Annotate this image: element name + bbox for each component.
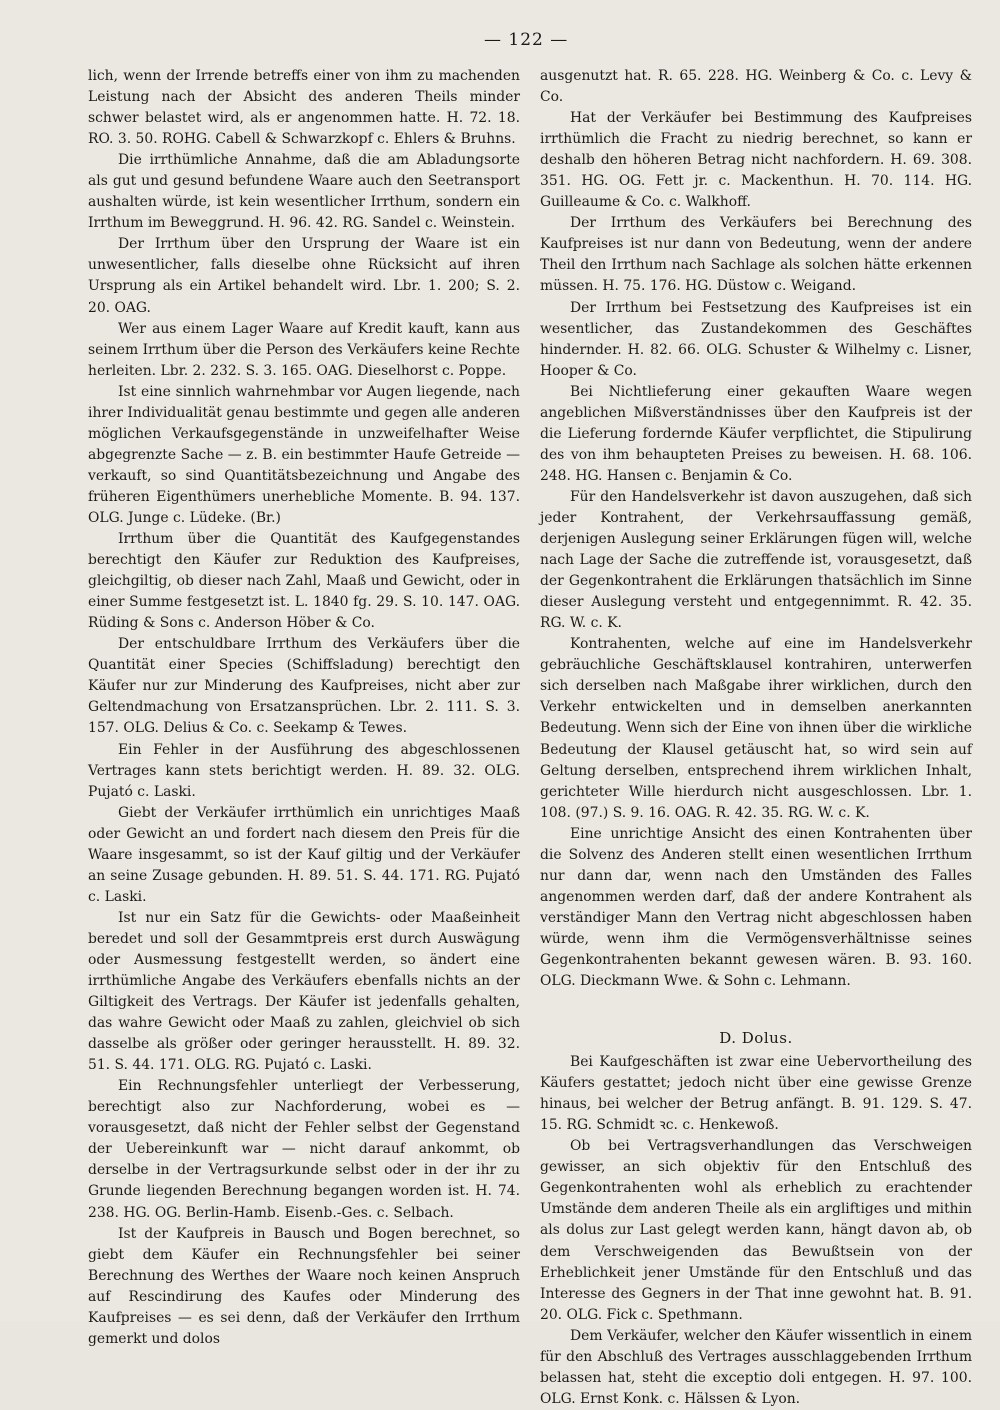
paragraph: Der Irrthum bei Festsetzung des Kaufpreises ist ein wesentlicher, das Zustandekommen des Geschäftes hindernder. H. 82. 66. OLG. Schuster & Wilhelmy c. Lisner, Hooper & Co. xyxy=(540,299,972,379)
paragraph: Für den Handelsverkehr ist davon auszugehen, daß sich jeder Kontrahent, der Verkehrsauffassung gemäß, derjenigen Auslegung seiner Erklärungen fügen will, welche nach Lage der Sache die zutreffende ist, vorausgesetzt, daß der Gegenkontrahent die Erklärungen thatsächlich im Sinne dieser Auslegung versteht und entgegennimmt. R. 42. 35. RG. W. c. K. xyxy=(540,488,972,632)
paragraph: Kontrahenten, welche auf eine im Handelsverkehr gebräuchliche Geschäftsklausel kontrahiren, unterwerfen sich derselben nach Maßgabe ihrer wirklichen, durch den Verkehr entwickelten und in demselben anerkannten Bedeutung. Wenn sich der Eine von ihnen über die wirkliche Bedeutung der Klausel getäuscht hat, so wird sein auf Geltung derselben, entsprechend ihrem wirklichen Inhalt, gerichteter Wille hierdurch nicht ausgeschlossen. Lbr. 1. 108. (97.) S. 9. 16. OAG. R. 42. 35. RG. W. c. K. xyxy=(540,636,972,821)
paragraph: Der Irrthum des Verkäufers bei Berechnung des Kaufpreises ist nur dann von Bedeutung, wenn der andere Theil den Irrthum nach Sachlage als solchen hätte erkennen müssen. H. 75. 176. HG. Düstow c. Weigand. xyxy=(540,215,972,295)
section-heading: D. Dolus. xyxy=(719,1029,793,1048)
paragraph: Der entschuldbare Irrthum des Verkäufers über die Quantität einer Species (Schiffsladung) berechtigt den Käufer nur zur Minderung des Kaufpreises, nicht aber zur Geltendmachung von Ersatzansprüchen. Lbr. 2. 111. S. 3. 157. OLG. Delius & Co. c. Seekamp & Tewes. xyxy=(88,636,520,737)
paragraph: lich, wenn der Irrende betreffs einer von ihm zu machenden Leistung nach der Absicht des anderen Theils minder schwer belastet wird, als er angenommen hatte. H. 72. 18. RO. 3. 50. ROHG. Cabell & Schwarzkopf c. Ehlers & Bruhns. xyxy=(88,68,520,148)
paragraph: Wer aus einem Lager Waare auf Kredit kauft, kann aus seinem Irrthum über die Person des Verkäufers keine Rechte herleiten. Lbr. 2. 232. S. 3. 165. OAG. Dieselhorst c. Poppe. xyxy=(88,320,520,379)
paragraph: Eine unrichtige Ansicht des einen Kontrahenten über die Solvenz des Anderen stellt einen wesentlichen Irrthum nur dann dar, wenn nach den Umständen des Falles angenommen werden darf, daß der andere Kontrahent als verständiger Mann den Vertrag nicht abgeschlossen haben würde, wenn ihm die Vermögensverhältnisse seines Gegenkontrahenten bekannt gewesen wären. B. 93. 160. OLG. Dieckmann Wwe. & Sohn c. Lehmann. xyxy=(540,825,972,990)
paragraph: Bei Kaufgeschäften ist zwar eine Uebervortheilung des Käufers gestattet; jedoch nicht über eine gewisse Grenze hinaus, bei welcher der Betrug anfängt. B. 91. 129. S. 47. 15. RG. Schmidt ꝛc. c. Henkewoß. xyxy=(540,1054,972,1134)
paragraph: Ein Fehler in der Ausführung des abgeschlossenen Vertrages kann stets berichtigt werden. H. 89. 32. OLG. Pujató c. Laski. xyxy=(88,741,520,800)
paragraph: Dem Verkäufer, welcher den Käufer wissentlich in einem für den Abschluß des Vertrages ausschlaggebenden Irrthum belassen hat, steht die exceptio doli entgegen. H. 97. 100. OLG. Ernst Konk. c. Hälssen & Lyon. xyxy=(540,1327,972,1407)
paragraph: Ist der Kaufpreis in Bausch und Bogen berechnet, so giebt dem Käufer ein Rechnungsfehler bei seiner Berechnung des Werthes der Waare noch keinen Anspruch auf Rescindirung des Kaufes oder Minderung des Kaufpreises — es sei denn, daß der Verkäufer den Irrthum gemerkt und dolos xyxy=(88,1225,520,1347)
paragraph: Giebt der Verkäufer irrthümlich ein unrichtiges Maaß oder Gewicht an und fordert nach diesem den Preis für die Waare insgesammt, so ist der Kauf giltig und der Verkäufer an seine Zusage gebunden. H. 89. 51. S. 44. 171. RG. Pujató c. Laski. xyxy=(88,804,520,905)
paragraph: Bei Nichtlieferung einer gekauften Waare wegen angeblichen Mißverständnisses über den Kaufpreis ist der die Lieferung fordernde Käufer verpflichtet, die Stipulirung des von ihm behaupteten Preises zu beweisen. H. 68. 106. 248. HG. Hansen c. Benjamin & Co. xyxy=(540,383,972,484)
paragraph: Ist eine sinnlich wahrnehmbar vor Augen liegende, nach ihrer Individualität genau bestimmte und gegen alle anderen möglichen Verkaufsgegenstände in unzweifelhafter Weise abgegrenzte Sache — z. B. ein bestimmter Haufe Getreide — verkauft, so sind Quantitätsbezeichnung und Angabe des früheren Eigenthümers unerhebliche Momente. B. 94. 137. OLG. Junge c. Lüdeke. (Br.) xyxy=(88,383,520,526)
page-number: — 122 — xyxy=(484,30,569,50)
paragraph: Der Irrthum über den Ursprung der Waare ist ein unwesentlicher, falls dieselbe ohne Rücksicht auf ihren Ursprung als ein Artikel behandelt wird. Lbr. 1. 200; S. 2. 20. OAG. xyxy=(88,236,520,316)
paragraph: Ist nur ein Satz für die Gewichts- oder Maaßeinheit beredet und soll der Gesammtpreis erst durch Auswägung oder Ausmessung festgestellt werden, so ändert eine irrthümliche Angabe des Verkäufers ebenfalls nichts an der Giltigkeit des Vertrags. Der Käufer ist jedenfalls gehalten, das wahre Gewicht oder Maaß zu zahlen, gleichviel ob sich dasselbe als größer oder geringer herausstellt. H. 89. 32. 51. S. 44. 171. OLG. RG. Pujató c. Laski. xyxy=(88,909,520,1074)
left-column xyxy=(88,66,520,1350)
paragraph: Ob bei Vertragsverhandlungen das Verschweigen gewisser, an sich objektiv für den Entschluß des Gegenkontrahenten wohl als erheblich zu erachtender Umstände dem anderen Theile als ein argliftiges und mithin als dolus zur Last gelegt werden kann, hängt davon ab, ob dem Verschweigenden das Bewußtsein von der Erheblichkeit jener Umstände für den Entschluß und das Interesse des Gegners in der That inne gewohnt hat. B. 91. 20. OLG. Fick c. Spethmann. xyxy=(540,1138,972,1323)
paragraph: Die irrthümliche Annahme, daß die am Abladungsorte als gut und gesund befundene Waare auch den Seetransport aushalten würde, ist kein wesentlicher Irrthum, sondern ein Irrthum im Beweggrund. H. 96. 42. RG. Sandel c. Weinstein. xyxy=(88,152,520,232)
paragraph: Irrthum über die Quantität des Kaufgegenstandes berechtigt den Käufer zur Reduktion des Kaufpreises, gleichgiltig, ob dieser nach Zahl, Maaß und Gewicht, oder in einer Summe festgesetzt ist. L. 1840 fg. 29. S. 10. 147. OAG. Rüding & Sons c. Anderson Höber & Co. xyxy=(88,531,520,632)
right-column xyxy=(540,66,972,1410)
paragraph: Ein Rechnungsfehler unterliegt der Verbesserung, berechtigt also zur Nachforderung, wobei es — vorausgesetzt, daß nicht der Fehler selbst der Gegenstand der Uebereinkunft war — nicht darauf ankommt, ob derselbe in der Vertragsurkunde selbst oder in der ihr zu Grunde liegenden Berechnung begangen worden ist. H. 74. 238. HG. OG. Berlin-Hamb. Eisenb.-Ges. c. Selbach. xyxy=(88,1078,520,1221)
paragraph: ausgenutzt hat. R. 65. 228. HG. Weinberg & Co. c. Levy & Co. xyxy=(540,68,972,106)
paragraph: Hat der Verkäufer bei Bestimmung des Kaufpreises irrthümlich die Fracht zu niedrig berechnet, so kann er deshalb den höheren Betrag nicht nachfordern. H. 69. 308. 351. HG. OG. Fett jr. c. Mackenthun. H. 70. 114. HG. Guilleaume & Co. c. Walkhoff. xyxy=(540,110,972,211)
